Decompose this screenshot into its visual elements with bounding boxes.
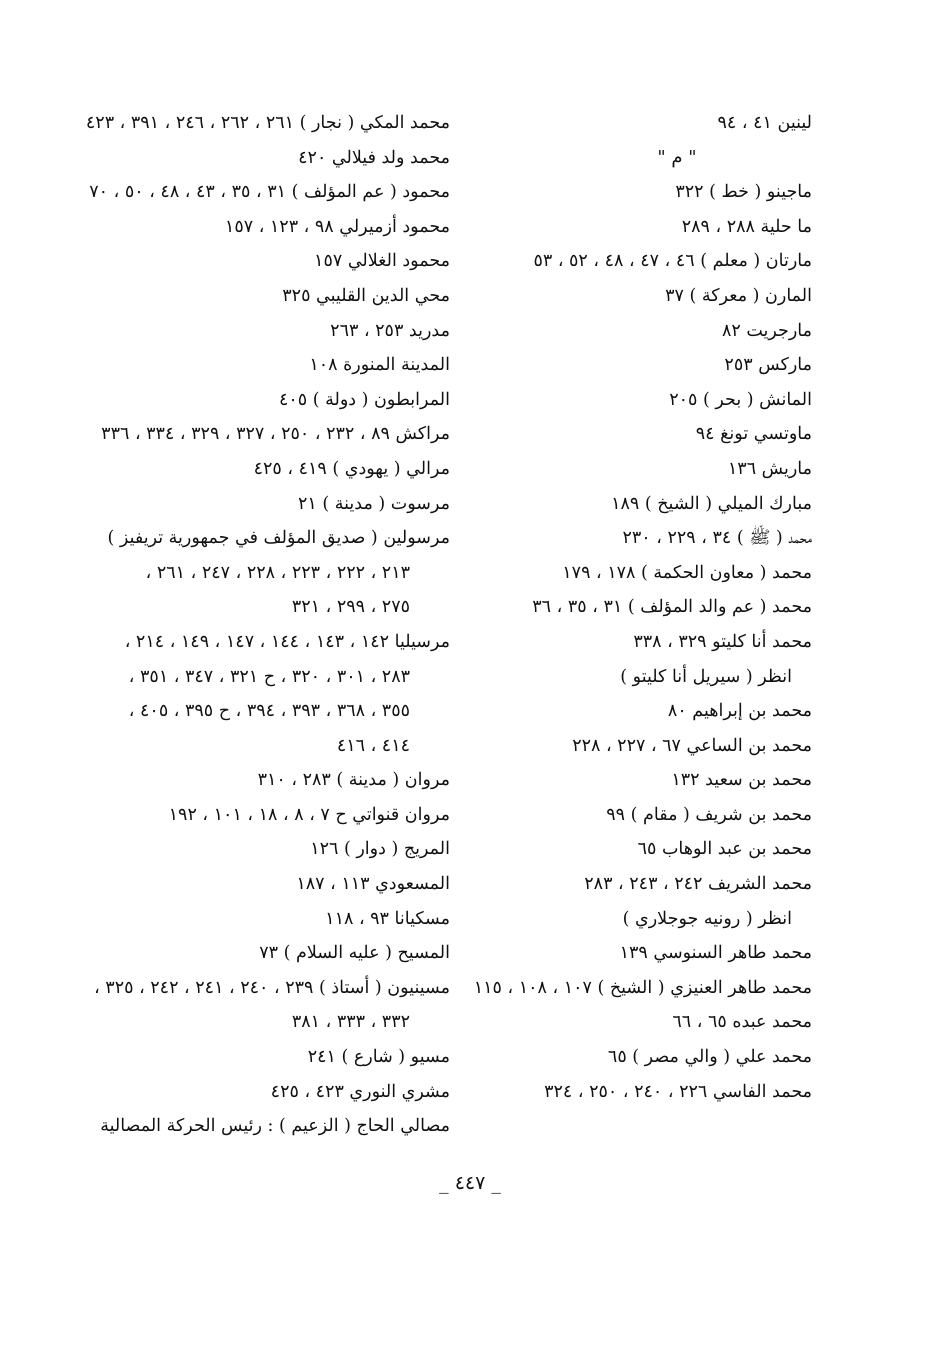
- index-entry-continuation: ٢٧٥ ، ٢٩٩ ، ٣٢١: [291, 597, 410, 618]
- index-entry: مرسولين ( صديق المؤلف في جمهورية تريفيز ): [107, 528, 450, 549]
- index-entry: محمد ( عم والد المؤلف ) ٣١ ، ٣٥ ، ٣٦: [532, 597, 812, 618]
- index-entry: المارن ( معركة ) ٣٧: [665, 285, 812, 306]
- index-entry-continuation: ٣٣٢ ، ٣٣٣ ، ٣٨١: [291, 1012, 410, 1033]
- index-entry: محمد بن سعيد ١٣٢: [671, 770, 812, 791]
- index-entry: محمد علي ( والي مصر ) ٦٥: [607, 1047, 812, 1068]
- index-entry: محمد بن الساعي ٦٧ ، ٢٢٧ ، ٢٢٨: [572, 735, 812, 756]
- index-entry-continuation: ٢٨٣ ، ٣٠١ ، ٣٢٠ ، ح ٣٢١ ، ٣٤٧ ، ٣٥١ ،: [128, 666, 410, 687]
- index-entry: المانش ( بحر ) ٢٠٥: [669, 389, 812, 410]
- index-entry: محمود أزميرلي ٩٨ ، ١٢٣ ، ١٥٧: [224, 216, 450, 237]
- index-entry: ماركس ٢٥٣: [724, 355, 812, 376]
- index-entry: مسيو ( شارع ) ٢٤١: [307, 1047, 450, 1068]
- index-entry: مروان ( مدينة ) ٢٨٣ ، ٣١٠: [257, 770, 450, 791]
- index-entry: مصالي الحاج ( الزعيم ) : رئيس الحركة المصالية: [100, 1116, 450, 1137]
- index-entry: محمد الشريف ٢٤٢ ، ٢٤٣ ، ٢٨٣: [584, 874, 812, 895]
- index-entry: مبارك الميلي ( الشيخ ) ١٨٩: [611, 493, 812, 514]
- index-entry: ما حلية ٢٨٨ ، ٢٨٩: [681, 216, 812, 237]
- index-entry: مسكيانا ٩٣ ، ١١٨: [325, 908, 450, 929]
- index-entry: مراكش ٨٩ ، ٢٣٢ ، ٢٥٠ ، ٣٢٧ ، ٣٢٩ ، ٣٣٤ ، ٣٣٦: [101, 424, 450, 445]
- index-entry: محمد أنا كليتو ٣٢٩ ، ٣٣٨: [633, 631, 812, 652]
- index-entry: محي الدين القليبي ٣٢٥: [282, 285, 450, 306]
- index-entry-continuation: ٤١٤ ، ٤١٦: [336, 735, 410, 756]
- index-entry: محمود ( عم المؤلف ) ٣١ ، ٣٥ ، ٤٣ ، ٤٨ ، ٥٠ ، ٧٠: [89, 182, 450, 203]
- index-entry: محمد بن إبراهيم ٨٠: [667, 701, 812, 722]
- index-entry: محمد عبده ٦٥ ، ٦٦: [672, 1012, 812, 1033]
- index-entry: المرابطون ( دولة ) ٤٠٥: [278, 389, 450, 410]
- index-entry: لينين ٤١ ، ٩٤: [717, 113, 812, 133]
- index-entry: محمد بن شريف ( مقام ) ٩٩: [606, 804, 812, 825]
- index-entry: مرسوت ( مدينة ) ٢١: [297, 493, 450, 514]
- index-entry: ماريش ١٣٦: [727, 458, 812, 479]
- index-entry: مرالي ( يهودي ) ٤١٩ ، ٤٢٥: [253, 458, 450, 479]
- index-entry: محمد ( معاون الحكمة ) ١٧٨ ، ١٧٩: [562, 562, 812, 583]
- index-column-right: [473, 106, 812, 1109]
- index-entry: ماجينو ( خط ) ٣٢٢: [675, 182, 812, 203]
- index-entry: مارجريت ٨٢: [721, 320, 812, 341]
- index-entry: مرسيليا ١٤٢ ، ١٤٣ ، ١٤٤ ، ١٤٧ ، ١٤٩ ، ٢١٤ ،: [124, 631, 450, 652]
- index-entry: محمد بن عبد الوهاب ٦٥: [637, 839, 812, 860]
- index-entry: محمد ولد فيلالي ٤٢٠: [298, 147, 450, 168]
- index-entry: المسعودي ١١٣ ، ١٨٧: [296, 874, 450, 895]
- index-entry-continuation: ٢١٣ ، ٢٢٢ ، ٢٢٣ ، ٢٢٨ ، ٢٤٧ ، ٢٦١ ،: [145, 562, 410, 583]
- index-entry: محمد المكي ( نجار ) ٢٦١ ، ٢٦٢ ، ٢٤٦ ، ٣٩١ ، ٤٢٣: [85, 113, 450, 133]
- index-entry: المريج ( دوار ) ١٢٦: [310, 839, 450, 860]
- page-number: _ ٤٤٧ _: [439, 1172, 501, 1194]
- index-entry: المدينة المنورة ١٠٨: [309, 355, 450, 376]
- index-entry: ماوتسي تونغ ٩٤: [695, 424, 812, 445]
- index-entry: محمد طاهر السنوسي ١٣٩: [619, 943, 812, 964]
- index-entry-continuation: انظر ( سيريل أنا كليتو ): [620, 666, 792, 687]
- index-entry: المسيح ( عليه السلام ) ٧٣: [259, 943, 450, 964]
- index-entry-continuation: انظر ( رونيه جوجلاري ): [622, 908, 792, 929]
- index-entry: محمد ( ﷺ ) ٣٤ ، ٢٢٩ ، ٢٣٠: [622, 528, 812, 549]
- index-entry: مروان قنواتي ح ٧ ، ٨ ، ١٨ ، ١٠١ ، ١٩٢: [168, 804, 450, 825]
- index-entry: مدريد ٢٥٣ ، ٢٦٣: [330, 320, 450, 341]
- index-entry: محمد الفاسي ٢٢٦ ، ٢٤٠ ، ٢٥٠ ، ٣٢٤: [544, 1081, 812, 1102]
- index-entry-continuation: ٣٥٥ ، ٣٦٨ ، ٣٩٣ ، ٣٩٤ ، ح ٣٩٥ ، ٤٠٥ ،: [128, 701, 410, 722]
- index-entry: محمود الغلالي ١٥٧: [314, 251, 450, 272]
- index-column-left: [85, 106, 450, 1144]
- section-letter-heading: " م ": [657, 146, 697, 168]
- index-entry: محمد طاهر العنيزي ( الشيخ ) ١٠٧ ، ١٠٨ ، ١١٥: [473, 977, 812, 998]
- index-entry: مسينيون ( أستاذ ) ٢٣٩ ، ٢٤٠ ، ٢٤١ ، ٢٤٢ ، ٣٢٥ ،: [94, 977, 450, 998]
- index-entry: مشري النوري ٤٢٣ ، ٤٢٥: [270, 1081, 450, 1102]
- index-entry: مارتان ( معلم ) ٤٦ ، ٤٧ ، ٤٨ ، ٥٢ ، ٥٣: [533, 251, 812, 272]
